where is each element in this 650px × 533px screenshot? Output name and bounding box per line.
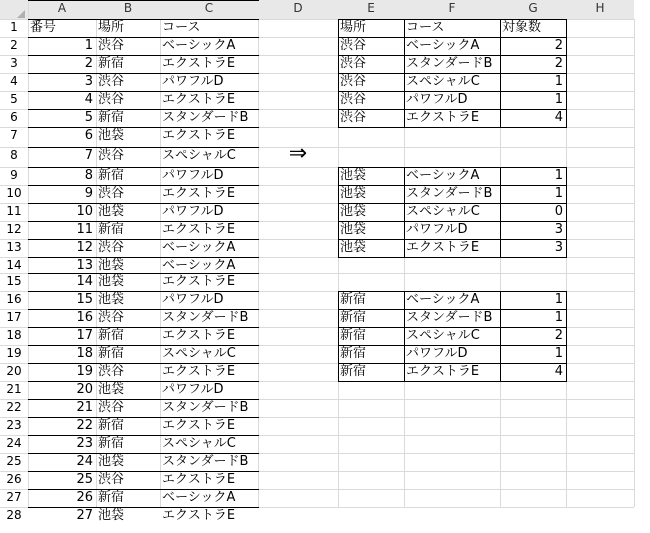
table-border-h bbox=[338, 73, 567, 74]
column-header-b[interactable]: B bbox=[96, 0, 160, 19]
table-border-h bbox=[28, 127, 259, 128]
row-header-2[interactable]: 2 bbox=[10, 38, 18, 52]
left-table-location-cell[interactable]: 池袋 bbox=[98, 204, 125, 219]
summary-location-cell[interactable]: 新宿 bbox=[340, 346, 367, 361]
left-table-location-cell[interactable]: 渋谷 bbox=[98, 186, 125, 201]
left-table-id-cell[interactable]: 27 bbox=[76, 508, 93, 523]
left-table-id-cell[interactable]: 1 bbox=[84, 38, 93, 53]
left-table-location-cell[interactable]: 新宿 bbox=[98, 168, 125, 183]
table-border-h bbox=[338, 55, 567, 56]
left-table-course-cell[interactable]: スタンダードB bbox=[162, 454, 249, 469]
left-table-location-cell[interactable]: 池袋 bbox=[98, 292, 125, 307]
table-border-h bbox=[338, 381, 567, 382]
left-table-id-cell[interactable]: 12 bbox=[76, 240, 93, 255]
left-table-id-cell[interactable]: 16 bbox=[76, 310, 93, 325]
left-table-location-cell[interactable]: 渋谷 bbox=[98, 310, 125, 325]
left-table-location-cell[interactable]: 渋谷 bbox=[98, 38, 125, 53]
left-table-id-cell[interactable]: 15 bbox=[76, 292, 93, 307]
row-header-19[interactable]: 19 bbox=[6, 346, 22, 360]
row-header-23[interactable]: 23 bbox=[6, 418, 22, 432]
left-table-location-cell[interactable]: 渋谷 bbox=[98, 364, 125, 379]
left-table-location-cell[interactable]: 渋谷 bbox=[98, 148, 125, 163]
summary-count-cell[interactable]: 3 bbox=[554, 222, 563, 237]
left-table-id-cell[interactable]: 18 bbox=[76, 346, 93, 361]
left-table-course-cell[interactable]: エクストラE bbox=[162, 186, 236, 201]
row-header-17[interactable]: 17 bbox=[6, 310, 22, 324]
left-table-course-cell[interactable]: スペシャルC bbox=[162, 148, 236, 163]
summary-course-cell[interactable]: スペシャルC bbox=[406, 74, 480, 89]
row-header-28[interactable]: 28 bbox=[6, 508, 22, 522]
table-border-h bbox=[28, 19, 259, 20]
row-header-12[interactable]: 12 bbox=[6, 222, 22, 236]
left-table-course-cell[interactable]: パワフルD bbox=[162, 292, 224, 307]
left-table-location-cell[interactable]: 池袋 bbox=[98, 128, 125, 143]
summary-count-cell[interactable]: 0 bbox=[554, 204, 563, 219]
table-border-h bbox=[28, 489, 259, 490]
summary-header: コース bbox=[406, 20, 445, 35]
table-border-h bbox=[28, 471, 259, 472]
left-table-location-cell[interactable]: 渋谷 bbox=[98, 400, 125, 415]
table-border-h bbox=[338, 291, 567, 292]
table-border-v bbox=[566, 167, 567, 258]
left-table-course-cell[interactable]: ベーシックA bbox=[162, 240, 236, 255]
row-header-11[interactable]: 11 bbox=[6, 204, 22, 218]
table-border-h bbox=[338, 127, 567, 128]
column-header-e[interactable]: E bbox=[338, 0, 404, 19]
left-table-course-cell[interactable]: ベーシックA bbox=[162, 490, 236, 505]
left-table-course-cell[interactable]: スペシャルC bbox=[162, 436, 236, 451]
summary-count-cell[interactable]: 1 bbox=[554, 74, 563, 89]
left-table-course-cell[interactable]: ベーシックA bbox=[162, 38, 236, 53]
table-border-v bbox=[500, 291, 501, 382]
table-border-h bbox=[28, 291, 259, 292]
left-table-course-cell[interactable]: ベーシックA bbox=[162, 258, 236, 273]
left-table-course-cell[interactable]: スペシャルC bbox=[162, 346, 236, 361]
left-table-id-cell[interactable]: 24 bbox=[76, 454, 93, 469]
left-table-course-cell[interactable]: スタンダードB bbox=[162, 400, 249, 415]
summary-location-cell[interactable]: 池袋 bbox=[340, 186, 367, 201]
left-table-id-cell[interactable]: 3 bbox=[84, 74, 93, 89]
row-header-8[interactable]: 8 bbox=[10, 148, 18, 162]
summary-course-cell[interactable]: パワフルD bbox=[406, 222, 468, 237]
summary-course-cell[interactable]: ベーシックA bbox=[406, 292, 480, 307]
left-table-course-cell[interactable]: パワフルD bbox=[162, 204, 224, 219]
left-table-location-cell[interactable]: 新宿 bbox=[98, 110, 125, 125]
row-header-9[interactable]: 9 bbox=[10, 168, 18, 182]
left-table-id-cell[interactable]: 10 bbox=[76, 204, 93, 219]
row-header-1[interactable]: 1 bbox=[10, 20, 18, 34]
summary-count-cell[interactable]: 4 bbox=[554, 364, 563, 379]
summary-count-cell[interactable]: 1 bbox=[554, 310, 563, 325]
column-header-h[interactable]: H bbox=[566, 0, 634, 19]
table-border-h bbox=[338, 239, 567, 240]
summary-location-cell[interactable]: 渋谷 bbox=[340, 38, 367, 53]
left-table-location-cell[interactable]: 渋谷 bbox=[98, 240, 125, 255]
left-table-location-cell[interactable]: 新宿 bbox=[98, 328, 125, 343]
table-border-v bbox=[338, 291, 339, 382]
table-border-h bbox=[338, 363, 567, 364]
row-header-27[interactable]: 27 bbox=[6, 490, 22, 504]
left-table-location-cell[interactable]: 池袋 bbox=[98, 274, 125, 289]
row-header-7[interactable]: 7 bbox=[10, 128, 18, 142]
summary-location-cell[interactable]: 渋谷 bbox=[340, 110, 367, 125]
summary-count-cell[interactable]: 4 bbox=[554, 110, 563, 125]
column-header-a[interactable]: A bbox=[28, 0, 96, 19]
table-border-h bbox=[28, 37, 259, 38]
table-border-h bbox=[28, 221, 259, 222]
left-table-location-cell[interactable]: 渋谷 bbox=[98, 472, 125, 487]
left-table-location-cell[interactable]: 池袋 bbox=[98, 508, 125, 523]
summary-location-cell[interactable]: 池袋 bbox=[340, 204, 367, 219]
left-table-location-cell[interactable]: 新宿 bbox=[98, 222, 125, 237]
table-border-h bbox=[28, 55, 259, 56]
left-table-location-cell[interactable]: 渋谷 bbox=[98, 74, 125, 89]
left-table-id-cell[interactable]: 23 bbox=[76, 436, 93, 451]
summary-location-cell[interactable]: 渋谷 bbox=[340, 56, 367, 71]
row-header-21[interactable]: 21 bbox=[6, 382, 22, 396]
row-header-22[interactable]: 22 bbox=[6, 400, 22, 414]
column-header-c[interactable]: C bbox=[160, 0, 258, 19]
row-header-13[interactable]: 13 bbox=[6, 240, 22, 254]
summary-location-cell[interactable]: 新宿 bbox=[340, 292, 367, 307]
left-table-course-cell[interactable]: スタンダードB bbox=[162, 310, 249, 325]
left-table-course-cell[interactable]: エクストラE bbox=[162, 92, 236, 107]
left-table-id-cell[interactable]: 11 bbox=[76, 222, 93, 237]
table-border-h bbox=[28, 73, 259, 74]
table-border-h bbox=[28, 435, 259, 436]
summary-count-cell[interactable]: 3 bbox=[554, 240, 563, 255]
left-table-location-cell[interactable]: 池袋 bbox=[98, 454, 125, 469]
left-table-course-cell[interactable]: エクストラE bbox=[162, 328, 236, 343]
left-table-course-cell[interactable]: エクストラE bbox=[162, 418, 236, 433]
summary-course-cell[interactable]: パワフルD bbox=[406, 92, 468, 107]
grid-line-v bbox=[634, 19, 635, 507]
row-header-3[interactable]: 3 bbox=[10, 56, 18, 70]
column-header-g[interactable]: G bbox=[500, 0, 566, 19]
table-border-h bbox=[28, 203, 259, 204]
row-header-4[interactable]: 4 bbox=[10, 74, 18, 88]
table-border-v bbox=[404, 167, 405, 258]
left-table-header: 番号 bbox=[30, 20, 57, 35]
left-table-header: 場所 bbox=[98, 20, 125, 35]
row-header-18[interactable]: 18 bbox=[6, 328, 22, 342]
summary-course-cell[interactable]: エクストラE bbox=[406, 240, 480, 255]
table-border-h bbox=[28, 345, 259, 346]
table-border-h bbox=[28, 507, 259, 508]
table-border-h bbox=[28, 257, 259, 258]
summary-count-cell[interactable]: 1 bbox=[554, 346, 563, 361]
table-border-h bbox=[338, 327, 567, 328]
left-table-location-cell[interactable]: 池袋 bbox=[98, 258, 125, 273]
column-header-f[interactable]: F bbox=[404, 0, 500, 19]
table-border-h bbox=[28, 399, 259, 400]
left-table-location-cell[interactable]: 新宿 bbox=[98, 418, 125, 433]
left-table-course-cell[interactable]: パワフルD bbox=[162, 168, 224, 183]
table-border-h bbox=[28, 239, 259, 240]
summary-course-cell[interactable]: ベーシックA bbox=[406, 168, 480, 183]
row-header-26[interactable]: 26 bbox=[6, 472, 22, 486]
summary-location-cell[interactable]: 渋谷 bbox=[340, 74, 367, 89]
row-header-10[interactable]: 10 bbox=[6, 186, 22, 200]
table-border-h bbox=[338, 19, 567, 20]
table-border-h bbox=[338, 203, 567, 204]
left-table-id-cell[interactable]: 21 bbox=[76, 400, 93, 415]
table-border-h bbox=[28, 167, 259, 168]
summary-count-cell[interactable]: 1 bbox=[554, 168, 563, 183]
table-border-h bbox=[28, 363, 259, 364]
table-border-v bbox=[566, 291, 567, 382]
summary-course-cell[interactable]: スペシャルC bbox=[406, 328, 480, 343]
table-border-h bbox=[28, 453, 259, 454]
summary-course-cell[interactable]: ベーシックA bbox=[406, 38, 480, 53]
left-table-course-cell[interactable]: エクストラE bbox=[162, 128, 236, 143]
summary-location-cell[interactable]: 池袋 bbox=[340, 222, 367, 237]
table-border-v bbox=[404, 291, 405, 382]
table-border-h bbox=[338, 345, 567, 346]
table-border-h bbox=[28, 309, 259, 310]
table-border-h bbox=[338, 91, 567, 92]
left-table-header: コース bbox=[162, 20, 201, 35]
summary-location-cell[interactable]: 渋谷 bbox=[340, 92, 367, 107]
summary-header: 場所 bbox=[340, 20, 367, 35]
left-table-course-cell[interactable]: エクストラE bbox=[162, 222, 236, 237]
left-table-id-cell[interactable]: 9 bbox=[84, 186, 93, 201]
summary-count-cell[interactable]: 1 bbox=[554, 186, 563, 201]
row-header-14[interactable]: 14 bbox=[6, 258, 22, 272]
left-table-course-cell[interactable]: エクストラE bbox=[162, 274, 236, 289]
table-border-h bbox=[28, 273, 259, 274]
row-header-20[interactable]: 20 bbox=[6, 364, 22, 378]
summary-location-cell[interactable]: 池袋 bbox=[340, 240, 367, 255]
row-header-25[interactable]: 25 bbox=[6, 454, 22, 468]
table-border-h bbox=[338, 167, 567, 168]
table-border-h bbox=[338, 37, 567, 38]
left-table-id-cell[interactable]: 17 bbox=[76, 328, 93, 343]
summary-course-cell[interactable]: エクストラE bbox=[406, 110, 480, 125]
left-table-id-cell[interactable]: 2 bbox=[84, 56, 93, 71]
table-border-h bbox=[338, 109, 567, 110]
left-table-course-cell[interactable]: パワフルD bbox=[162, 382, 224, 397]
summary-course-cell[interactable]: エクストラE bbox=[406, 364, 480, 379]
summary-count-cell[interactable]: 2 bbox=[554, 328, 563, 343]
summary-count-cell[interactable]: 1 bbox=[554, 292, 563, 307]
left-table-course-cell[interactable]: エクストラE bbox=[162, 508, 236, 523]
left-table-location-cell[interactable]: 新宿 bbox=[98, 436, 125, 451]
select-all-triangle-icon bbox=[17, 10, 25, 18]
summary-header: 対象数 bbox=[502, 20, 542, 35]
table-border-h bbox=[338, 257, 567, 258]
summary-count-cell[interactable]: 2 bbox=[554, 38, 563, 53]
left-table-id-cell[interactable]: 26 bbox=[76, 490, 93, 505]
summary-location-cell[interactable]: 新宿 bbox=[340, 310, 367, 325]
left-table-id-cell[interactable]: 13 bbox=[76, 258, 93, 273]
table-border-h bbox=[338, 309, 567, 310]
summary-location-cell[interactable]: 新宿 bbox=[340, 364, 367, 379]
left-table-location-cell[interactable]: 渋谷 bbox=[98, 92, 125, 107]
row-header-16[interactable]: 16 bbox=[6, 292, 22, 306]
left-table-id-cell[interactable]: 25 bbox=[76, 472, 93, 487]
row-header-15[interactable]: 15 bbox=[6, 274, 22, 288]
left-table-course-cell[interactable]: パワフルD bbox=[162, 74, 224, 89]
table-border-h bbox=[28, 417, 259, 418]
left-table-location-cell[interactable]: 池袋 bbox=[98, 382, 125, 397]
left-table-id-cell[interactable]: 4 bbox=[84, 92, 93, 107]
summary-course-cell[interactable]: スペシャルC bbox=[406, 204, 480, 219]
right-arrow-icon: ⇒ bbox=[288, 141, 308, 166]
summary-count-cell[interactable]: 2 bbox=[554, 56, 563, 71]
left-table-location-cell[interactable]: 新宿 bbox=[98, 56, 125, 71]
summary-course-cell[interactable]: スタンダードB bbox=[406, 56, 493, 71]
table-border-v bbox=[500, 167, 501, 258]
table-border-h bbox=[338, 185, 567, 186]
table-border-v bbox=[338, 167, 339, 258]
table-border-h bbox=[28, 109, 259, 110]
left-table-id-cell[interactable]: 14 bbox=[76, 274, 93, 289]
left-table-id-cell[interactable]: 19 bbox=[76, 364, 93, 379]
table-border-h bbox=[28, 185, 259, 186]
column-header-d[interactable]: D bbox=[258, 0, 338, 19]
grid-line-v bbox=[258, 19, 259, 507]
left-table-id-cell[interactable]: 8 bbox=[84, 168, 93, 183]
left-table-course-cell[interactable]: スタンダードB bbox=[162, 110, 249, 125]
table-border-h bbox=[28, 147, 259, 148]
summary-location-cell[interactable]: 池袋 bbox=[340, 168, 367, 183]
summary-location-cell[interactable]: 新宿 bbox=[340, 328, 367, 343]
row-header-24[interactable]: 24 bbox=[6, 436, 22, 450]
summary-count-cell[interactable]: 1 bbox=[554, 92, 563, 107]
summary-course-cell[interactable]: スタンダードB bbox=[406, 310, 493, 325]
left-table-id-cell[interactable]: 5 bbox=[84, 110, 93, 125]
row-header-5[interactable]: 5 bbox=[10, 92, 18, 106]
left-table-course-cell[interactable]: エクストラE bbox=[162, 472, 236, 487]
left-table-id-cell[interactable]: 6 bbox=[84, 128, 93, 143]
table-border-h bbox=[28, 381, 259, 382]
table-border-h bbox=[28, 91, 259, 92]
summary-course-cell[interactable]: スタンダードB bbox=[406, 186, 493, 201]
left-table-id-cell[interactable]: 22 bbox=[76, 418, 93, 433]
table-border-h bbox=[338, 221, 567, 222]
left-table-id-cell[interactable]: 20 bbox=[76, 382, 93, 397]
summary-course-cell[interactable]: パワフルD bbox=[406, 346, 468, 361]
table-border-h bbox=[28, 327, 259, 328]
left-table-id-cell[interactable]: 7 bbox=[84, 148, 93, 163]
row-header-6[interactable]: 6 bbox=[10, 110, 18, 124]
left-table-location-cell[interactable]: 新宿 bbox=[98, 346, 125, 361]
left-table-course-cell[interactable]: エクストラE bbox=[162, 364, 236, 379]
left-table-location-cell[interactable]: 新宿 bbox=[98, 490, 125, 505]
left-table-course-cell[interactable]: エクストラE bbox=[162, 56, 236, 71]
table-border-h bbox=[28, 0, 259, 1]
